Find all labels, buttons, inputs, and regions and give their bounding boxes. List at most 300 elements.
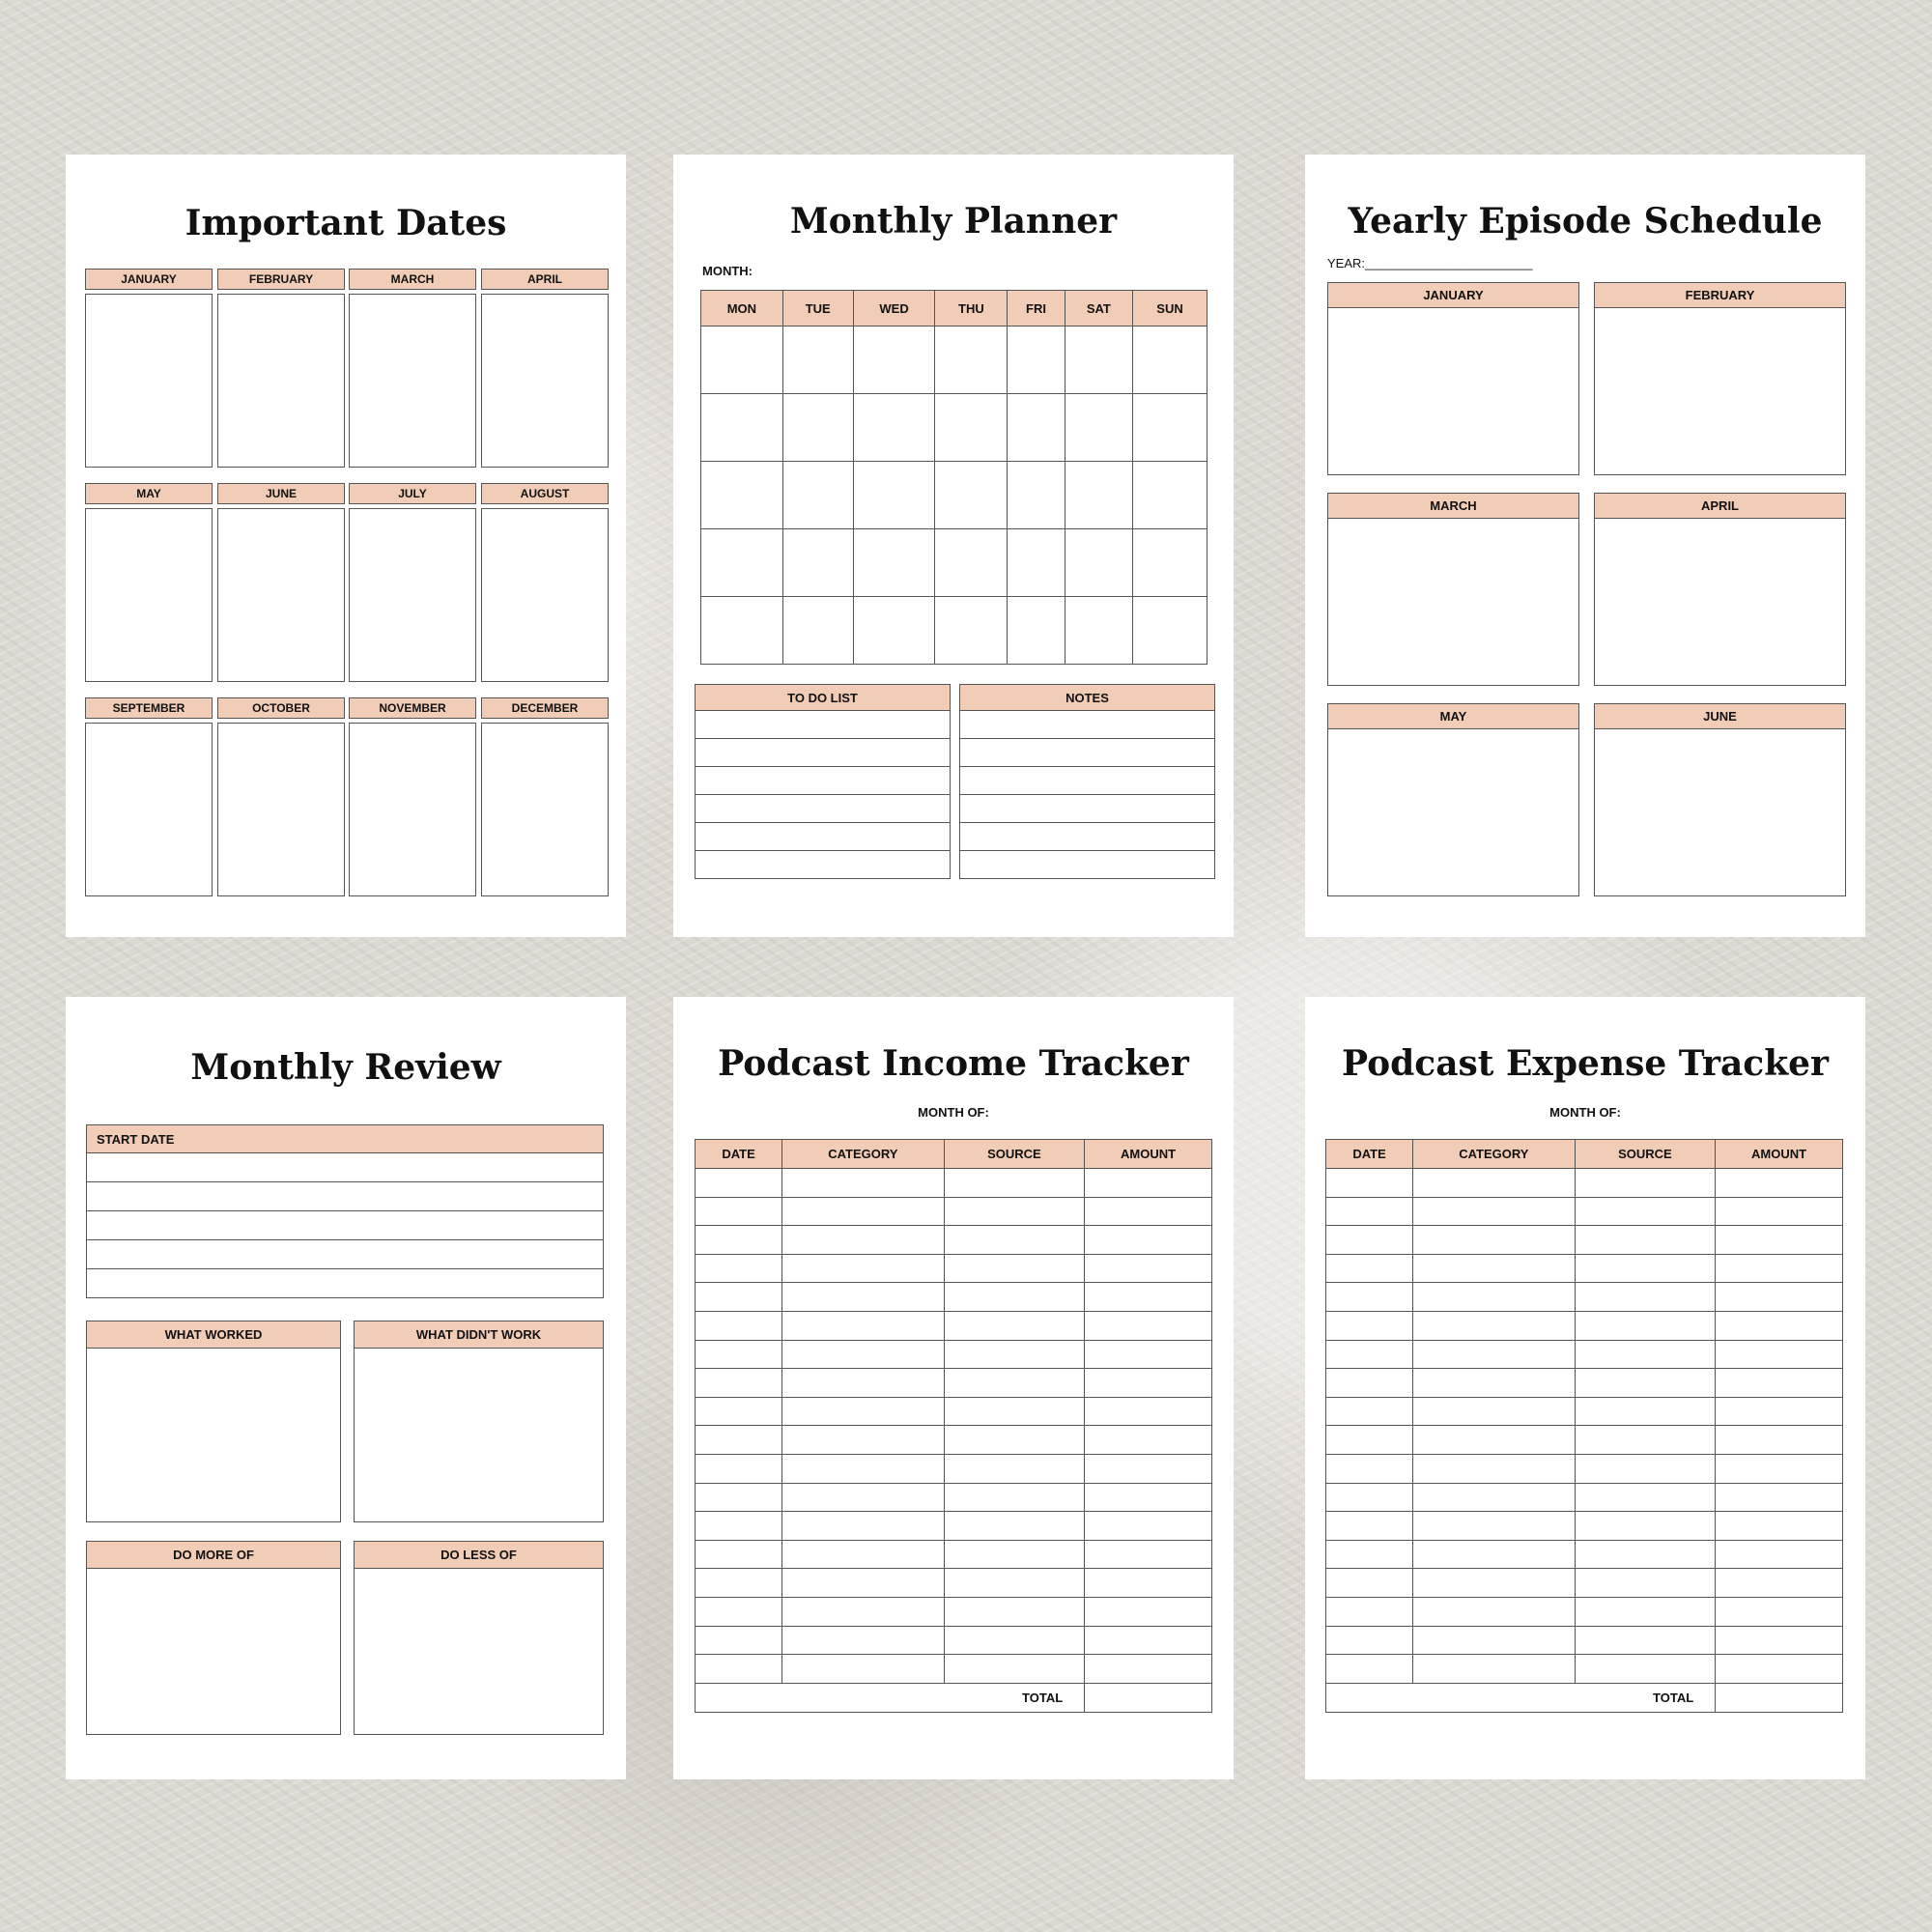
- page-title: Podcast Expense Tracker: [1341, 1043, 1830, 1084]
- month-header-may: MAY: [85, 483, 213, 504]
- table-cell[interactable]: [1575, 1340, 1716, 1369]
- table-cell[interactable]: [944, 1483, 1085, 1512]
- table-row: [1326, 1569, 1843, 1598]
- month-header-august: AUGUST: [481, 483, 609, 504]
- table-cell[interactable]: [944, 1169, 1085, 1198]
- income-table: [695, 1139, 1212, 1713]
- table-row: [696, 1426, 1212, 1455]
- table-cell[interactable]: [696, 1626, 782, 1655]
- table-cell[interactable]: [944, 1397, 1085, 1426]
- table-cell[interactable]: [1085, 1540, 1212, 1569]
- calendar-day-cell[interactable]: [1008, 327, 1065, 394]
- table-cell[interactable]: [1326, 1226, 1413, 1255]
- table-cell[interactable]: [1716, 1569, 1843, 1598]
- calendar-day-cell[interactable]: [1008, 597, 1065, 665]
- table-cell[interactable]: [1575, 1226, 1716, 1255]
- table-cell[interactable]: [696, 1483, 782, 1512]
- table-cell[interactable]: [1716, 1597, 1843, 1626]
- month-header-february: FEBRUARY: [1594, 282, 1846, 308]
- table-cell[interactable]: [1413, 1197, 1575, 1226]
- table-cell[interactable]: [1575, 1540, 1716, 1569]
- calendar-day-cell[interactable]: [1065, 529, 1132, 597]
- table-cell[interactable]: [1326, 1655, 1413, 1684]
- table-cell[interactable]: [944, 1597, 1085, 1626]
- table-cell[interactable]: [1575, 1655, 1716, 1684]
- table-cell[interactable]: [944, 1454, 1085, 1483]
- calendar-day-cell[interactable]: [1133, 394, 1208, 462]
- month-box-october[interactable]: [217, 723, 345, 896]
- calendar-day-cell[interactable]: [1008, 529, 1065, 597]
- todo-line[interactable]: [695, 711, 951, 739]
- calendar-grid: [700, 290, 1208, 665]
- calendar-day-cell[interactable]: [782, 462, 853, 529]
- month-header-june: JUNE: [217, 483, 345, 504]
- calendar-day-cell[interactable]: [935, 394, 1008, 462]
- table-cell[interactable]: [1085, 1254, 1212, 1283]
- calendar-day-cell[interactable]: [782, 597, 853, 665]
- month-header-december: DECEMBER: [481, 697, 609, 719]
- day-header-thu: THU: [935, 291, 1008, 327]
- table-row: [696, 1626, 1212, 1655]
- table-cell[interactable]: [1326, 1197, 1413, 1226]
- table-cell[interactable]: [944, 1369, 1085, 1398]
- column-header-amount: AMOUNT: [1085, 1140, 1212, 1169]
- table-cell[interactable]: [696, 1540, 782, 1569]
- table-row: [696, 1397, 1212, 1426]
- table-cell[interactable]: [1575, 1483, 1716, 1512]
- table-cell[interactable]: [1413, 1512, 1575, 1541]
- table-cell[interactable]: [944, 1283, 1085, 1312]
- calendar-week-row: [701, 327, 1208, 394]
- table-cell[interactable]: [782, 1540, 944, 1569]
- what-didnt-work-header: WHAT DIDN'T WORK: [354, 1321, 604, 1349]
- month-box-december[interactable]: [481, 723, 609, 896]
- table-cell[interactable]: [1085, 1626, 1212, 1655]
- calendar-day-cell[interactable]: [1065, 394, 1132, 462]
- table-cell[interactable]: [1575, 1169, 1716, 1198]
- calendar-day-cell[interactable]: [701, 327, 783, 394]
- table-cell[interactable]: [944, 1569, 1085, 1598]
- table-cell[interactable]: [1716, 1626, 1843, 1655]
- table-cell[interactable]: [782, 1311, 944, 1340]
- start-date-section: [86, 1124, 604, 1298]
- what-didnt-work-section: [354, 1321, 604, 1522]
- table-cell[interactable]: [1575, 1369, 1716, 1398]
- table-cell[interactable]: [696, 1454, 782, 1483]
- start-date-header: [86, 1124, 604, 1153]
- table-cell[interactable]: [782, 1426, 944, 1455]
- table-cell[interactable]: [1326, 1597, 1413, 1626]
- table-cell[interactable]: [696, 1369, 782, 1398]
- month-header-march: MARCH: [1327, 493, 1579, 519]
- table-cell[interactable]: [782, 1597, 944, 1626]
- table-cell[interactable]: [1716, 1169, 1843, 1198]
- notes-line[interactable]: [959, 739, 1215, 767]
- calendar-day-cell[interactable]: [1133, 597, 1208, 665]
- table-cell[interactable]: [1575, 1426, 1716, 1455]
- do-less-header: DO LESS OF: [354, 1541, 604, 1569]
- table-cell[interactable]: [1413, 1283, 1575, 1312]
- table-cell[interactable]: [1716, 1226, 1843, 1255]
- calendar-day-cell[interactable]: [935, 462, 1008, 529]
- table-row: [1326, 1597, 1843, 1626]
- day-header-sun: SUN: [1133, 291, 1208, 327]
- column-header-date: DATE: [696, 1140, 782, 1169]
- what-worked-header: WHAT WORKED: [86, 1321, 341, 1349]
- yearly-schedule-page: [1305, 155, 1865, 937]
- table-row: [1326, 1626, 1843, 1655]
- table-cell[interactable]: [1413, 1311, 1575, 1340]
- table-cell[interactable]: [1085, 1454, 1212, 1483]
- table-row: [696, 1540, 1212, 1569]
- month-label: MONTH:: [702, 264, 753, 278]
- month-box-april[interactable]: [1594, 518, 1846, 686]
- table-row: [1326, 1397, 1843, 1426]
- calendar-week-row: [701, 597, 1208, 665]
- do-less-section: [354, 1541, 604, 1735]
- calendar-day-cell[interactable]: [1008, 462, 1065, 529]
- table-cell[interactable]: [1326, 1397, 1413, 1426]
- table-cell[interactable]: [1413, 1454, 1575, 1483]
- table-cell[interactable]: [1085, 1283, 1212, 1312]
- table-row: [696, 1226, 1212, 1255]
- month-box-november[interactable]: [349, 723, 476, 896]
- table-cell[interactable]: [1326, 1254, 1413, 1283]
- table-cell[interactable]: [1413, 1569, 1575, 1598]
- calendar-week-row: [701, 462, 1208, 529]
- calendar-day-cell[interactable]: [1133, 462, 1208, 529]
- table-cell[interactable]: [1575, 1311, 1716, 1340]
- month-box-september[interactable]: [85, 723, 213, 896]
- table-cell[interactable]: [696, 1283, 782, 1312]
- table-row: [696, 1512, 1212, 1541]
- table-cell[interactable]: [944, 1226, 1085, 1255]
- table-cell[interactable]: [1413, 1483, 1575, 1512]
- column-header-amount: AMOUNT: [1716, 1140, 1843, 1169]
- total-row: [696, 1683, 1212, 1712]
- month-box-april[interactable]: [481, 294, 609, 468]
- what-worked-box[interactable]: [86, 1349, 341, 1522]
- table-cell[interactable]: [1575, 1512, 1716, 1541]
- table-cell[interactable]: [1326, 1340, 1413, 1369]
- table-row: [1326, 1283, 1843, 1312]
- notes-line[interactable]: [959, 851, 1215, 879]
- page-title: Yearly Episode Schedule: [1348, 201, 1823, 242]
- table-cell[interactable]: [1716, 1655, 1843, 1684]
- table-cell[interactable]: [1326, 1169, 1413, 1198]
- start-date-line[interactable]: [86, 1269, 604, 1298]
- todo-line[interactable]: [695, 823, 951, 851]
- table-cell[interactable]: [782, 1483, 944, 1512]
- table-cell[interactable]: [1716, 1197, 1843, 1226]
- table-cell[interactable]: [696, 1311, 782, 1340]
- table-cell[interactable]: [696, 1169, 782, 1198]
- table-cell[interactable]: [1085, 1397, 1212, 1426]
- table-cell[interactable]: [1716, 1540, 1843, 1569]
- month-header-february: FEBRUARY: [217, 269, 345, 290]
- start-date-line[interactable]: [86, 1240, 604, 1269]
- month-header-april: APRIL: [1594, 493, 1846, 519]
- table-cell[interactable]: [782, 1340, 944, 1369]
- what-worked-section: [86, 1321, 341, 1522]
- table-row: [1326, 1512, 1843, 1541]
- table-cell[interactable]: [782, 1626, 944, 1655]
- table-cell[interactable]: [1716, 1483, 1843, 1512]
- table-cell[interactable]: [696, 1597, 782, 1626]
- table-cell[interactable]: [782, 1197, 944, 1226]
- day-header-sat: SAT: [1065, 291, 1132, 327]
- table-cell[interactable]: [696, 1254, 782, 1283]
- table-cell[interactable]: [1575, 1626, 1716, 1655]
- table-row: [696, 1340, 1212, 1369]
- page-title: Podcast Income Tracker: [718, 1043, 1189, 1084]
- table-cell[interactable]: [1716, 1369, 1843, 1398]
- table-row: [1326, 1540, 1843, 1569]
- table-cell[interactable]: [1413, 1254, 1575, 1283]
- table-cell[interactable]: [782, 1169, 944, 1198]
- table-row: [696, 1283, 1212, 1312]
- month-header-september: SEPTEMBER: [85, 697, 213, 719]
- month-box-august[interactable]: [481, 508, 609, 682]
- table-cell[interactable]: [1085, 1169, 1212, 1198]
- month-box-march[interactable]: [349, 294, 476, 468]
- month-box-february[interactable]: [1594, 307, 1846, 475]
- page-title: Important Dates: [185, 203, 507, 243]
- table-cell[interactable]: [782, 1254, 944, 1283]
- todo-line[interactable]: [695, 851, 951, 879]
- calendar-day-cell[interactable]: [853, 327, 935, 394]
- month-box-june[interactable]: [1594, 728, 1846, 896]
- start-date-line[interactable]: [86, 1153, 604, 1182]
- month-header-july: JULY: [349, 483, 476, 504]
- table-cell[interactable]: [1413, 1597, 1575, 1626]
- month-box-january[interactable]: [1327, 307, 1579, 475]
- notes-line[interactable]: [959, 767, 1215, 795]
- table-cell[interactable]: [1085, 1340, 1212, 1369]
- calendar-day-cell[interactable]: [935, 529, 1008, 597]
- table-cell[interactable]: [1413, 1426, 1575, 1455]
- notes-line[interactable]: [959, 795, 1215, 823]
- start-date-line[interactable]: [86, 1182, 604, 1211]
- table-cell[interactable]: [1716, 1311, 1843, 1340]
- do-more-box[interactable]: [86, 1569, 341, 1735]
- table-cell[interactable]: [1575, 1197, 1716, 1226]
- table-cell[interactable]: [782, 1397, 944, 1426]
- total-amount-cell[interactable]: [1716, 1683, 1843, 1712]
- month-of-label: MONTH OF:: [1549, 1105, 1621, 1120]
- calendar-day-cell[interactable]: [1065, 597, 1132, 665]
- table-row: [1326, 1340, 1843, 1369]
- table-cell[interactable]: [1085, 1512, 1212, 1541]
- month-header-march: MARCH: [349, 269, 476, 290]
- table-cell[interactable]: [1326, 1540, 1413, 1569]
- table-cell[interactable]: [1326, 1454, 1413, 1483]
- table-cell[interactable]: [782, 1512, 944, 1541]
- month-header-october: OCTOBER: [217, 697, 345, 719]
- total-amount-cell[interactable]: [1085, 1683, 1212, 1712]
- table-cell[interactable]: [1326, 1569, 1413, 1598]
- table-cell[interactable]: [782, 1655, 944, 1684]
- table-cell[interactable]: [944, 1311, 1085, 1340]
- table-cell[interactable]: [1326, 1626, 1413, 1655]
- todo-header: TO DO LIST: [695, 684, 951, 711]
- todo-line[interactable]: [695, 739, 951, 767]
- table-cell[interactable]: [1413, 1340, 1575, 1369]
- table-cell[interactable]: [1085, 1369, 1212, 1398]
- table-row: [1326, 1254, 1843, 1283]
- table-cell[interactable]: [944, 1340, 1085, 1369]
- table-cell[interactable]: [696, 1655, 782, 1684]
- table-row: [696, 1483, 1212, 1512]
- table-cell[interactable]: [1413, 1626, 1575, 1655]
- monthly-planner-page: [673, 155, 1234, 937]
- table-cell[interactable]: [696, 1340, 782, 1369]
- todo-list: [695, 684, 951, 879]
- calendar-day-cell[interactable]: [782, 327, 853, 394]
- month-box-july[interactable]: [349, 508, 476, 682]
- table-cell[interactable]: [782, 1454, 944, 1483]
- table-cell[interactable]: [1326, 1283, 1413, 1312]
- calendar-week-row: [701, 394, 1208, 462]
- table-cell[interactable]: [1413, 1226, 1575, 1255]
- table-cell[interactable]: [782, 1569, 944, 1598]
- month-header-april: APRIL: [481, 269, 609, 290]
- do-more-section: [86, 1541, 341, 1735]
- table-cell[interactable]: [944, 1254, 1085, 1283]
- table-cell[interactable]: [1575, 1597, 1716, 1626]
- table-cell[interactable]: [696, 1569, 782, 1598]
- table-cell[interactable]: [1716, 1340, 1843, 1369]
- calendar-day-cell[interactable]: [1065, 462, 1132, 529]
- table-cell[interactable]: [1085, 1197, 1212, 1226]
- table-cell[interactable]: [944, 1197, 1085, 1226]
- calendar-day-cell[interactable]: [1133, 327, 1208, 394]
- day-header-fri: FRI: [1008, 291, 1065, 327]
- notes-list: [959, 684, 1215, 879]
- table-cell[interactable]: [1326, 1512, 1413, 1541]
- day-header-mon: MON: [701, 291, 783, 327]
- month-box-may[interactable]: [1327, 728, 1579, 896]
- month-box-february[interactable]: [217, 294, 345, 468]
- expense-table: [1325, 1139, 1843, 1713]
- what-didnt-work-box[interactable]: [354, 1349, 604, 1522]
- table-cell[interactable]: [944, 1655, 1085, 1684]
- calendar-day-cell[interactable]: [701, 462, 783, 529]
- calendar-day-cell[interactable]: [853, 597, 935, 665]
- month-header-january: JANUARY: [1327, 282, 1579, 308]
- table-cell[interactable]: [1716, 1512, 1843, 1541]
- month-header-november: NOVEMBER: [349, 697, 476, 719]
- calendar-day-cell[interactable]: [701, 529, 783, 597]
- month-header-june: JUNE: [1594, 703, 1846, 729]
- notes-line[interactable]: [959, 711, 1215, 739]
- calendar-day-cell[interactable]: [1133, 529, 1208, 597]
- table-cell[interactable]: [1085, 1483, 1212, 1512]
- do-less-box[interactable]: [354, 1569, 604, 1735]
- table-cell[interactable]: [696, 1512, 782, 1541]
- start-date-line[interactable]: [86, 1211, 604, 1240]
- table-cell[interactable]: [1413, 1169, 1575, 1198]
- table-cell[interactable]: [944, 1626, 1085, 1655]
- table-cell[interactable]: [944, 1426, 1085, 1455]
- month-box-june[interactable]: [217, 508, 345, 682]
- table-cell[interactable]: [944, 1512, 1085, 1541]
- table-cell[interactable]: [1326, 1426, 1413, 1455]
- table-cell[interactable]: [1716, 1283, 1843, 1312]
- calendar-day-cell[interactable]: [782, 394, 853, 462]
- table-cell[interactable]: [696, 1226, 782, 1255]
- table-row: [1326, 1169, 1843, 1198]
- table-row: [696, 1369, 1212, 1398]
- month-box-march[interactable]: [1327, 518, 1579, 686]
- table-cell[interactable]: [1716, 1397, 1843, 1426]
- table-cell[interactable]: [782, 1369, 944, 1398]
- table-cell[interactable]: [1085, 1597, 1212, 1626]
- table-cell[interactable]: [1716, 1254, 1843, 1283]
- table-cell[interactable]: [1575, 1569, 1716, 1598]
- month-box-may[interactable]: [85, 508, 213, 682]
- calendar-day-cell[interactable]: [701, 597, 783, 665]
- important-dates-page: [66, 155, 626, 937]
- table-row: [1326, 1311, 1843, 1340]
- table-cell[interactable]: [1575, 1283, 1716, 1312]
- table-cell[interactable]: [1575, 1397, 1716, 1426]
- table-row: [1326, 1483, 1843, 1512]
- calendar-day-cell[interactable]: [1065, 327, 1132, 394]
- table-cell[interactable]: [1085, 1426, 1212, 1455]
- table-cell[interactable]: [1716, 1454, 1843, 1483]
- table-cell[interactable]: [1575, 1254, 1716, 1283]
- todo-line[interactable]: [695, 767, 951, 795]
- table-row: [696, 1254, 1212, 1283]
- table-cell[interactable]: [1413, 1540, 1575, 1569]
- page-title: Monthly Review: [190, 1047, 501, 1088]
- month-header-may: MAY: [1327, 703, 1579, 729]
- calendar-day-cell[interactable]: [1008, 394, 1065, 462]
- table-cell[interactable]: [1413, 1369, 1575, 1398]
- calendar-day-cell[interactable]: [935, 597, 1008, 665]
- table-cell[interactable]: [1085, 1569, 1212, 1598]
- table-row: [696, 1311, 1212, 1340]
- table-cell[interactable]: [696, 1397, 782, 1426]
- calendar-day-cell[interactable]: [853, 394, 935, 462]
- calendar-day-cell[interactable]: [853, 462, 935, 529]
- month-box-january[interactable]: [85, 294, 213, 468]
- table-cell[interactable]: [696, 1197, 782, 1226]
- calendar-day-cell[interactable]: [782, 529, 853, 597]
- table-cell[interactable]: [1575, 1454, 1716, 1483]
- calendar-day-cell[interactable]: [935, 327, 1008, 394]
- table-cell[interactable]: [1326, 1311, 1413, 1340]
- table-cell[interactable]: [1085, 1655, 1212, 1684]
- table-cell[interactable]: [696, 1426, 782, 1455]
- notes-line[interactable]: [959, 823, 1215, 851]
- table-cell[interactable]: [1085, 1226, 1212, 1255]
- calendar-day-cell[interactable]: [853, 529, 935, 597]
- todo-line[interactable]: [695, 795, 951, 823]
- table-cell[interactable]: [944, 1540, 1085, 1569]
- table-cell[interactable]: [1326, 1369, 1413, 1398]
- table-cell[interactable]: [1716, 1426, 1843, 1455]
- table-cell[interactable]: [1326, 1483, 1413, 1512]
- table-cell[interactable]: [1413, 1397, 1575, 1426]
- calendar-day-cell[interactable]: [701, 394, 783, 462]
- table-cell[interactable]: [782, 1283, 944, 1312]
- table-cell[interactable]: [1413, 1655, 1575, 1684]
- table-cell[interactable]: [1085, 1311, 1212, 1340]
- table-cell[interactable]: [782, 1226, 944, 1255]
- total-label: TOTAL: [696, 1683, 1085, 1712]
